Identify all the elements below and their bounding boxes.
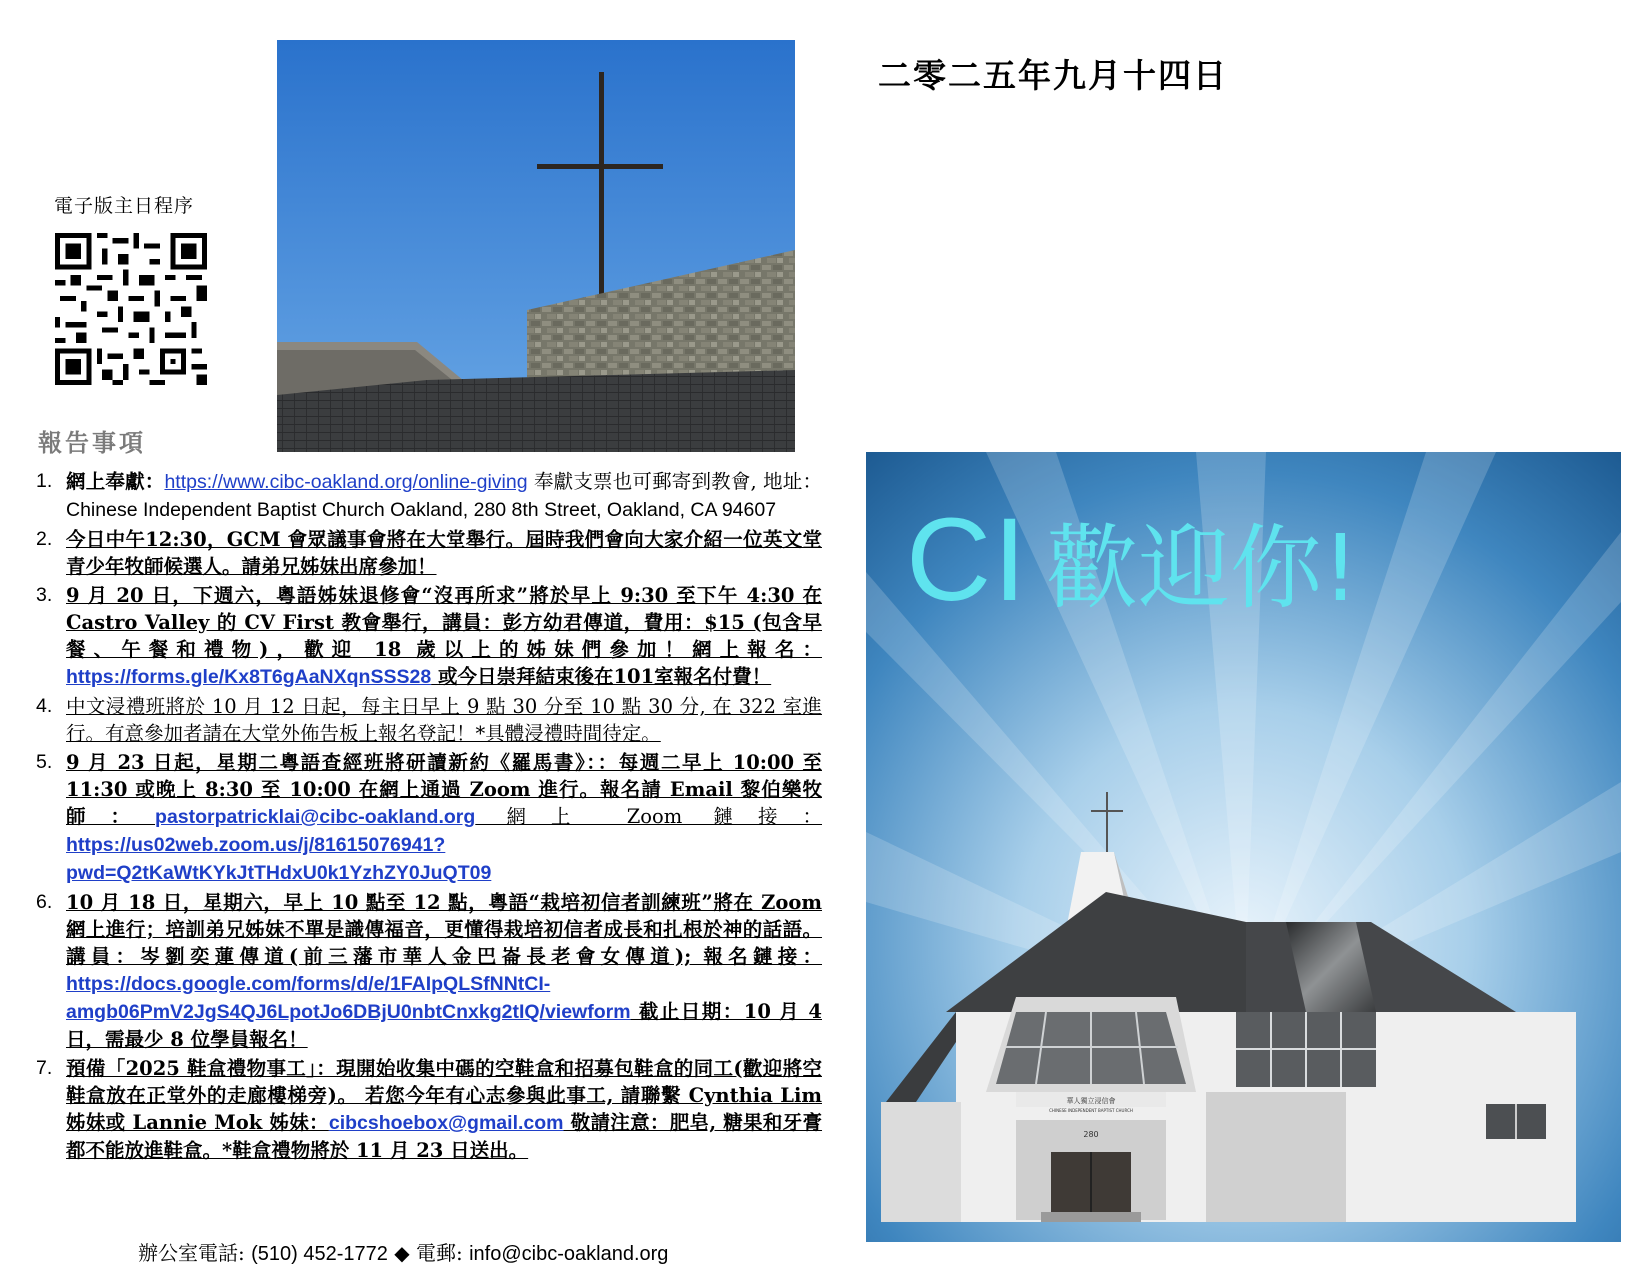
retreat-signup-link[interactable]: https://forms.gle/Kx8T6gAaNXqnSSS28: [66, 666, 432, 688]
announcement-item: [36, 889, 822, 1053]
item-text: 奉獻支票也可郵寄到教會, 地址：: [527, 470, 822, 493]
announcements-list: [36, 468, 822, 1166]
phone-label: 辦公室電話:: [138, 1241, 252, 1265]
item-text: 今日中午12:30，GCM 會眾議事會將在大堂舉行。屆時我們會向大家介紹一位英文堂青少年牧師候選人。請弟兄姊妹出席參加！: [66, 528, 822, 578]
qr-caption: 電子版主日程序: [54, 195, 195, 217]
church-sign: 華人獨立浸信會: [1066, 1097, 1116, 1105]
item-text: 10 月 18 日，星期六，早上 10 點至 12 點，粵語“栽培初信者訓練班”將在 Zoom 網上進行；培訓弟兄姊妹不單是識傳福音，更懂得栽培初信者成長和扎根於神的話語。講員：岑劉奕蓮傳道(前三藩市華人金巴崙長老會女傳道); 報名鏈接：: [66, 891, 822, 968]
office-contact: [138, 1237, 668, 1266]
announcement-item: [36, 1055, 822, 1164]
office-phone: (510) 452-1772: [251, 1243, 388, 1265]
item-number: 4.: [36, 695, 53, 717]
announcement-item: [36, 693, 822, 747]
ci-logo-text: CI: [906, 494, 1028, 626]
announcement-item: [36, 526, 822, 580]
church-address: Chinese Independent Baptist Church Oakland, 280 8th Street, Oakland, CA 94607: [66, 499, 777, 521]
bulletin-date: 二零二五年九月十四日: [878, 56, 1228, 95]
item-text: 網上奉獻：: [66, 470, 165, 493]
item-number: 2.: [36, 528, 53, 550]
announcement-item: [36, 749, 822, 887]
item-text: 敬請注意：肥皂, 糖果和牙膏都不能放進鞋盒。*鞋盒禮物將於 11 月 23 日送出。: [66, 1111, 823, 1162]
item-text: 預備「2025 鞋盒禮物事工」：現開始收集中碼的空鞋盒和招募包鞋盒的同工(歡迎將空鞋盒放在正堂外的走廊樓梯旁)。 若您今年有心志參與此事工, 請聯繫 Cynthia Lim 姊妹或 Lannie Mok 姊妹：: [66, 1057, 822, 1134]
qr-code-icon[interactable]: [55, 233, 207, 385]
item-text: 中文浸禮班將於 10 月 12 日起，每主日早上 9 點 30 分至 10 點 30 分, 在 322 室進行。有意參加者請在大堂外佈告板上報名登記！*具體浸禮時間待定。: [66, 695, 822, 745]
item-number: 1.: [36, 470, 53, 492]
item-number: 6.: [36, 891, 53, 913]
item-text: 截止日期：10 月 4 日，需最少 8 位學員報名！: [66, 1000, 822, 1051]
announcement-item: [36, 582, 822, 691]
item-text: 或今日崇拜結束後在101室報名付費！: [431, 665, 772, 688]
item-number: 5.: [36, 751, 53, 773]
item-text: 9 月 20 日，下週六，粵語姊妹退修會“沒再所求”將於早上 9:30 至下午 4:30 在 Castro Valley 的 CV First 教會舉行，講員：彭方幼君傳道，費用：$15 (包含早餐、午餐和禮物)，歡迎 18 歲以上的姊妹們參加！網上報名：: [66, 584, 822, 661]
zoom-link[interactable]: https://us02web.zoom.us/j/81615076941?pwd=Q2tKaWtKYkJtTHdxU0k1YzhZY0JuQT09: [66, 834, 492, 884]
welcome-panel: [866, 452, 1621, 1242]
church-cross-rooftop-photo: [277, 40, 795, 452]
pastor-email-link[interactable]: pastorpatricklai@cibc-oakland.org: [155, 806, 476, 828]
welcome-message: 歡迎你!: [1046, 515, 1359, 622]
welcome-heading: [906, 492, 1359, 628]
item-text: 9 月 23 日起，星期二粵語查經班將研讀新約《羅馬書》：：每週二早上 10:00 至 11:30 或晚上 8:30 至 10:00 在網上通過 Zoom 進行。報名請 Email 黎伯樂牧師：: [66, 751, 822, 828]
online-giving-link[interactable]: https://www.cibc-oakland.org/online-giving: [164, 471, 528, 493]
training-signup-link[interactable]: https://docs.google.com/forms/d/e/1FAIpQLSfNNtCI-amgb06PmV2JgS4QJ6LpotJo6DBjU0nbtCnxkg2tIQ/viewform: [66, 973, 631, 1023]
email-label: 電郵:: [416, 1241, 470, 1265]
announcements-title: 報告事項: [38, 428, 146, 457]
address-number: 280: [1083, 1130, 1099, 1139]
item-number: 3.: [36, 584, 53, 606]
separator-icon: ◆: [387, 1241, 416, 1265]
shoebox-email-link[interactable]: cibcshoebox@gmail.com: [328, 1112, 564, 1134]
item-number: 7.: [36, 1057, 53, 1079]
announcement-item: [36, 468, 822, 524]
item-text: 網上 Zoom 鏈接：: [475, 805, 822, 828]
office-email: info@cibc-oakland.org: [469, 1243, 669, 1265]
church-sign-en: CHINESE INDEPENDENT BAPTIST CHURCH: [1049, 1108, 1133, 1113]
